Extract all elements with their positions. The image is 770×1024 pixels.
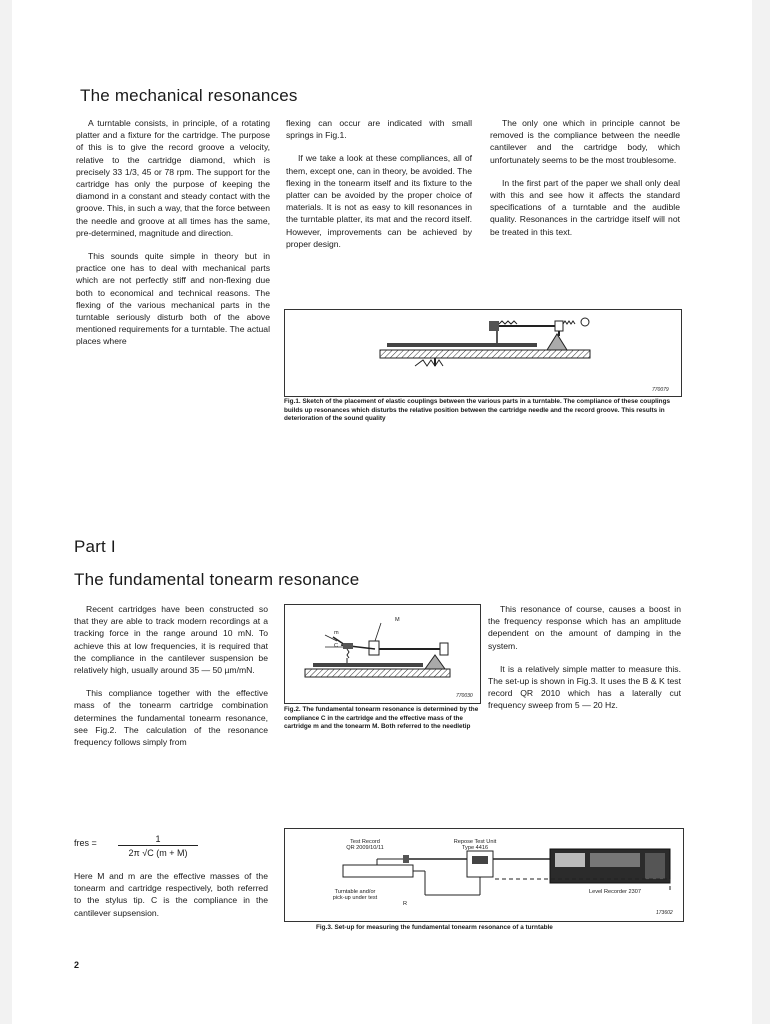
formula-numerator: 1	[155, 834, 161, 844]
section1-column-3	[490, 117, 680, 249]
paragraph: It is a relatively simple matter to measure this. The set-up is shown in Fig.3. It uses the B & K test record QR 2010 which has a laterally cut frequency sweep from 5 — 20 Hz.	[488, 663, 681, 711]
document-page	[12, 0, 752, 1024]
figure-1-caption-text: Sketch of the placement of elastic couplings between the various parts in a turntable. The compliance of these couplings builds up resonances which disturbs the relative position between the cartridge needle and the record groove. This results in deterioration of the sound quality	[284, 398, 671, 423]
page-number: 2	[74, 960, 80, 970]
section2-column-1-after-formula	[74, 870, 268, 930]
paragraph: Recent cartridges have been constructed so that they are able to track modern recordings at a tracking force in the range around 10 mN. To achieve this at low frequencies, it is required that the compliance in the cantilever suspension be relatively high, usually around 35 — 50 µm/mN.	[74, 604, 268, 676]
paragraph: This compliance together with the effective mass of the tonearm cartridge combination determines the fundamental tonearm resonance, see Fig.2. The calculation of the resonance frequency follows simply from	[74, 688, 268, 748]
label-R: R	[403, 901, 408, 907]
figure-2-code: 770030	[456, 693, 473, 699]
section-title-mechanical-resonances: The mechanical resonances	[80, 86, 298, 105]
section-title-tonearm-resonance: The fundamental tonearm resonance	[74, 570, 360, 589]
formula-fraction-bar	[118, 845, 198, 846]
figure-2-tonearm-resonance	[284, 604, 481, 704]
figure-1-caption	[284, 398, 682, 424]
figure-3-code: 173602	[656, 910, 673, 916]
figure-2-caption-text: The fundamental tonearm resonance is determined by the compliance C in the cartridge and the effective mass of the cartridge m and the tonearm M. Both referred to the needletip	[284, 706, 479, 731]
paragraph: This sounds quite simple in theory but in practice one has to deal with mechanical parts which are not perfectly stiff and non-flexing due both to economical and technical reasons. The flexing of the various mechanical parts in the turntable seriously disturb both of the above mentioned requirements for a turntable. The actual places where	[76, 251, 270, 347]
label-turntable: Turntable and/or pick-up under test	[332, 889, 378, 902]
section1-column-1	[76, 117, 270, 359]
section1-column-2	[286, 117, 472, 261]
paragraph: Here M and m are the effective masses of the tonearm and cartridge respectively, both referred to the stylus tip. C is the compliance in the cantilever supsension.	[74, 871, 268, 918]
paragraph: A turntable consists, in principle, of a rotating platter and a fixture for the cartridge. The purpose of this is to give the record groove a velocity, relative to the cartridge diamond, which is precisely 33 1/3, 45 or 78 rpm. The support for the cartridge has only the purpose of keeping the diamond in a constant and steady contact with the groove. This, in such a way, that the force between the needle and groove at all times has the same, pre-determined, magnitude and direction.	[76, 118, 270, 238]
label-C: C	[334, 643, 339, 649]
label-repose-unit: Repose Test Unit Type 4416	[453, 839, 497, 852]
section2-column-3	[488, 603, 681, 723]
figure-3-caption	[316, 924, 682, 933]
figure-3-caption-text: Set-up for measuring the fundamental tonearm resonance of a turntable	[334, 924, 553, 931]
paragraph: In the first part of the paper we shall only deal with this and see how it affects the standard specifications of a turntable and the audible quality. Resonances in the cartridge itself will not be treated in this text.	[490, 177, 680, 237]
formula-denominator: 2π √C (m + M)	[128, 848, 188, 858]
section2-column-1	[74, 603, 268, 759]
figure-3-measurement-setup	[284, 828, 684, 922]
figure-2-caption-label: Fig.2.	[284, 706, 301, 713]
figure-3-caption-label: Fig.3.	[316, 924, 333, 931]
label-level-recorder: Level Recorder 2307	[589, 889, 641, 895]
figure-1-caption-label: Fig.1.	[284, 398, 301, 405]
label-m: m	[334, 630, 339, 636]
paragraph: If we take a look at these compliances, all of them, except one, can in theory, be avoided. The flexing in the tonearm itself and its fixture to the platter can be avoided by the proper choice of materials. It is not as easy to kill resonances in the turntable platter, its mat and the record itself. However, improvements can be achieved by proper design.	[286, 153, 472, 249]
figure-2-caption	[284, 706, 482, 732]
part-heading: Part I	[74, 537, 116, 556]
label-test-record: Test Record QR 2009/10/11	[346, 839, 384, 852]
tonearm-mass-compliance-diagram	[285, 605, 480, 703]
figure-1-turntable-sketch	[284, 309, 682, 397]
turntable-couplings-diagram	[285, 310, 681, 396]
label-M: M	[395, 617, 400, 623]
paragraph: flexing can occur are indicated with small springs in Fig.1.	[286, 118, 472, 141]
formula-lhs: fres =	[74, 838, 97, 848]
figure-1-code: 770079	[652, 387, 669, 393]
paragraph: This resonance of course, causes a boost in the frequency response which has an amplitude dependent on the amount of damping in the system.	[488, 604, 681, 651]
paragraph: The only one which in principle cannot be removed is the compliance between the needle cantilever and the cartridge body, which unfortunately seems to be the most troublesome.	[490, 118, 680, 165]
